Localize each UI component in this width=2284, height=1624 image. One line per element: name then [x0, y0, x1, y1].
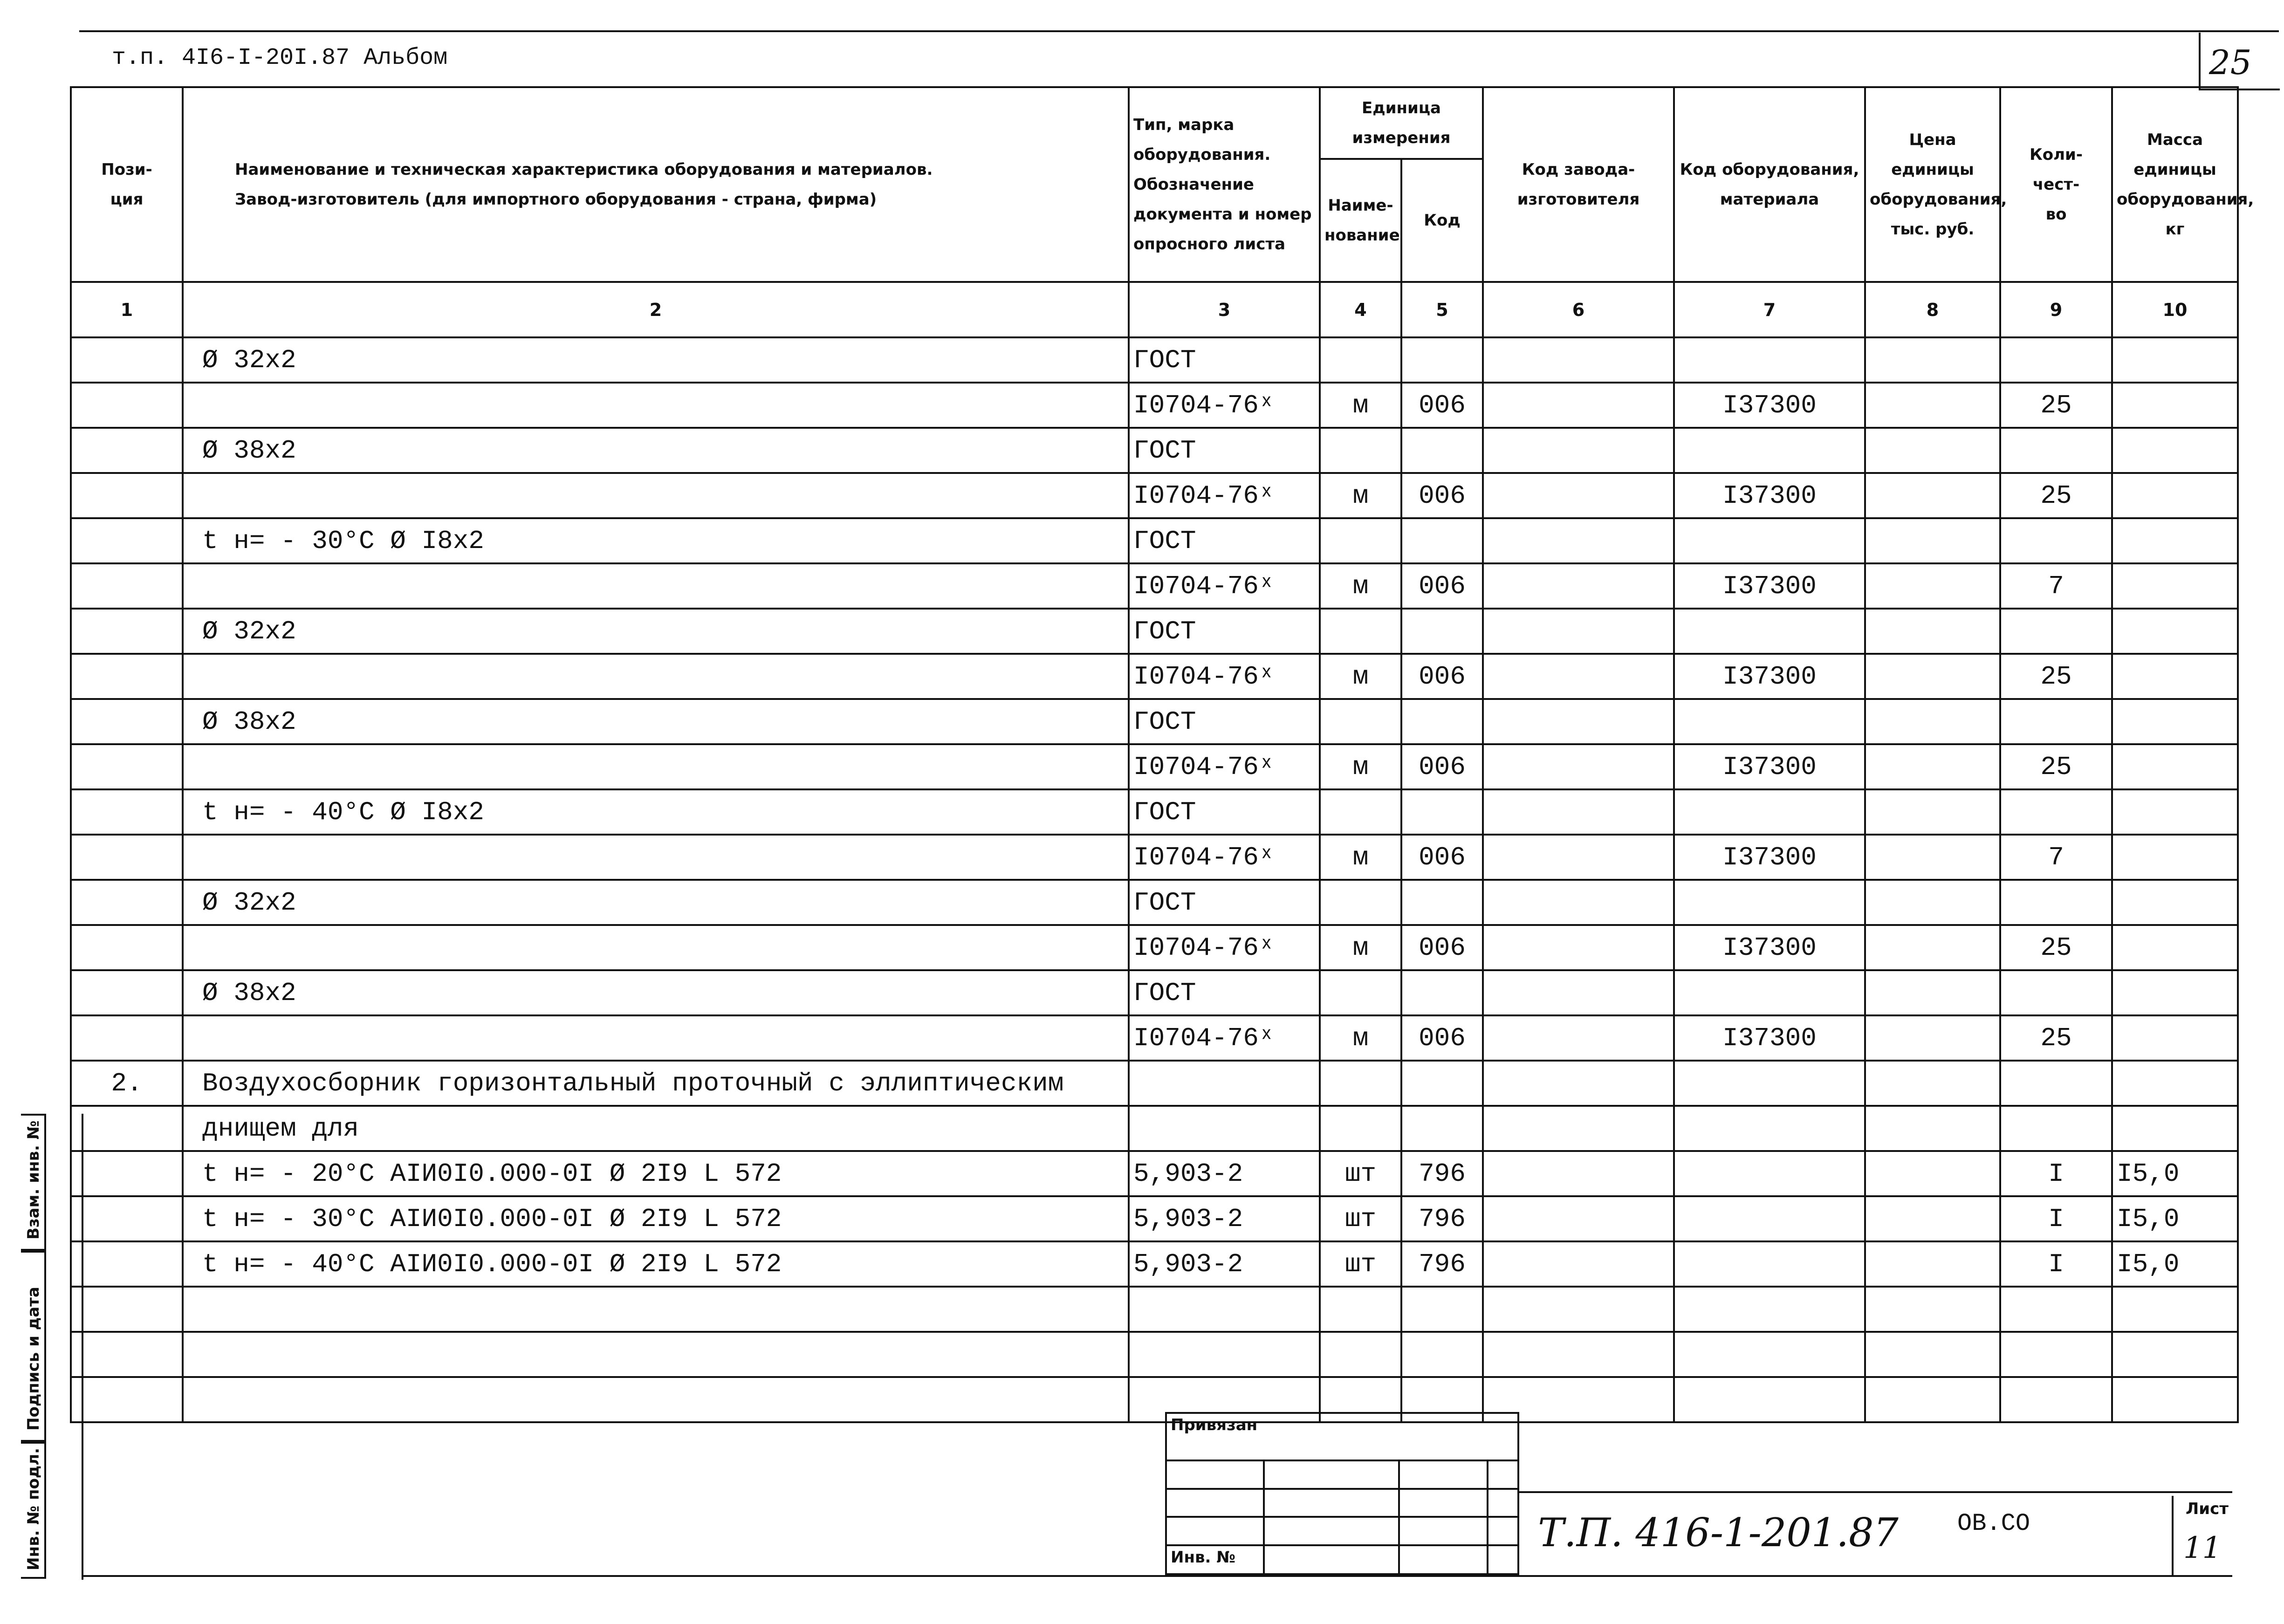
table-row	[71, 518, 2238, 563]
row-unit-code	[1401, 609, 1483, 654]
col-number: 9	[2000, 282, 2112, 337]
row-unit-code	[1401, 789, 1483, 835]
row-factory-code	[1483, 925, 1674, 970]
row-equipment-code	[1674, 609, 1865, 654]
document-code: ОВ.СО	[1957, 1510, 2030, 1537]
row-type: I0704-76ˣ	[1129, 563, 1320, 609]
row-mass	[2112, 383, 2238, 428]
row-quantity	[2000, 1332, 2112, 1377]
row-mass	[2112, 699, 2238, 744]
row-type: ГОСТ	[1129, 970, 1320, 1015]
row-unit-name	[1320, 789, 1401, 835]
row-quantity	[2000, 428, 2112, 473]
row-position	[71, 1241, 183, 1287]
col-header-name: Наименование и техническая характеристика оборудования и материалов. Завод-изготовитель (для импортного оборудования - страна, фирма)	[183, 87, 1129, 282]
document-reference: т.п. 4I6-I-20I.87 Альбом	[112, 45, 448, 71]
row-unit-code: 006	[1401, 654, 1483, 699]
row-quantity	[2000, 970, 2112, 1015]
row-price	[1865, 428, 2000, 473]
row-name: Ø 32х2	[183, 337, 1129, 383]
row-price	[1865, 563, 2000, 609]
row-position	[71, 473, 183, 518]
row-equipment-code	[1674, 428, 1865, 473]
table-row	[71, 970, 2238, 1015]
row-name	[183, 835, 1129, 880]
row-equipment-code: I37300	[1674, 654, 1865, 699]
binding-stamp	[1165, 1412, 1519, 1575]
row-unit-name	[1320, 518, 1401, 563]
stamp-inv-label: Инв. №	[1166, 1545, 1264, 1574]
row-name: t н= - 20°С АIИ0I0.000-0I Ø 2I9 L 572	[183, 1151, 1129, 1196]
row-unit-name: м	[1320, 563, 1401, 609]
row-factory-code	[1483, 789, 1674, 835]
row-equipment-code	[1674, 1151, 1865, 1196]
row-name	[183, 925, 1129, 970]
row-price	[1865, 699, 2000, 744]
row-quantity	[2000, 1106, 2112, 1151]
row-factory-code	[1483, 699, 1674, 744]
row-type: ГОСТ	[1129, 428, 1320, 473]
row-price	[1865, 925, 2000, 970]
row-price	[1865, 1196, 2000, 1241]
row-equipment-code: I37300	[1674, 925, 1865, 970]
row-mass	[2112, 563, 2238, 609]
row-name	[183, 473, 1129, 518]
row-position	[71, 1377, 183, 1422]
row-unit-name	[1320, 970, 1401, 1015]
row-unit-code: 796	[1401, 1151, 1483, 1196]
row-equipment-code	[1674, 1061, 1865, 1106]
row-unit-name: м	[1320, 1015, 1401, 1061]
row-type: ГОСТ	[1129, 518, 1320, 563]
row-unit-code: 006	[1401, 383, 1483, 428]
row-unit-name: м	[1320, 925, 1401, 970]
row-mass	[2112, 654, 2238, 699]
row-equipment-code	[1674, 337, 1865, 383]
row-quantity	[2000, 789, 2112, 835]
row-unit-code	[1401, 428, 1483, 473]
row-unit-code	[1401, 337, 1483, 383]
row-type: ГОСТ	[1129, 880, 1320, 925]
row-equipment-code	[1674, 1287, 1865, 1332]
row-position	[71, 1106, 183, 1151]
row-position	[71, 1287, 183, 1332]
table-row	[71, 428, 2238, 473]
row-name	[183, 1377, 1129, 1422]
row-quantity	[2000, 609, 2112, 654]
row-mass	[2112, 970, 2238, 1015]
row-position	[71, 428, 183, 473]
row-unit-code: 006	[1401, 744, 1483, 789]
row-mass	[2112, 518, 2238, 563]
col-number: 10	[2112, 282, 2238, 337]
row-type: 5,903-2	[1129, 1196, 1320, 1241]
row-name: Ø 38х2	[183, 428, 1129, 473]
row-equipment-code	[1674, 699, 1865, 744]
row-unit-name: м	[1320, 835, 1401, 880]
row-equipment-code	[1674, 1332, 1865, 1377]
row-equipment-code	[1674, 1196, 1865, 1241]
row-mass	[2112, 925, 2238, 970]
row-factory-code	[1483, 383, 1674, 428]
row-factory-code	[1483, 880, 1674, 925]
row-factory-code	[1483, 970, 1674, 1015]
row-unit-code: 006	[1401, 563, 1483, 609]
row-price	[1865, 1061, 2000, 1106]
row-name: t н= - 40°С АIИ0I0.000-0I Ø 2I9 L 572	[183, 1241, 1129, 1287]
col-number: 5	[1401, 282, 1483, 337]
row-mass: I5,0	[2112, 1241, 2238, 1287]
row-price	[1865, 970, 2000, 1015]
row-unit-name: м	[1320, 473, 1401, 518]
table-row	[71, 1061, 2238, 1106]
row-factory-code	[1483, 1287, 1674, 1332]
row-unit-name	[1320, 1061, 1401, 1106]
row-equipment-code: I37300	[1674, 563, 1865, 609]
table-row	[71, 925, 2238, 970]
row-type: I0704-76ˣ	[1129, 744, 1320, 789]
row-mass	[2112, 744, 2238, 789]
row-quantity: 25	[2000, 925, 2112, 970]
row-equipment-code	[1674, 1241, 1865, 1287]
table-row	[71, 473, 2238, 518]
row-factory-code	[1483, 428, 1674, 473]
row-name	[183, 744, 1129, 789]
row-unit-name	[1320, 1287, 1401, 1332]
stamp-bound-label: Привязан	[1166, 1413, 1518, 1460]
row-mass	[2112, 1377, 2238, 1422]
table-row	[71, 1151, 2238, 1196]
row-equipment-code: I37300	[1674, 744, 1865, 789]
page-number: 25	[2209, 43, 2252, 82]
row-equipment-code: I37300	[1674, 1015, 1865, 1061]
row-unit-name: м	[1320, 744, 1401, 789]
row-factory-code	[1483, 1241, 1674, 1287]
row-type	[1129, 1061, 1320, 1106]
table-row	[71, 880, 2238, 925]
row-quantity: I	[2000, 1151, 2112, 1196]
row-mass	[2112, 428, 2238, 473]
table-row	[71, 789, 2238, 835]
row-unit-code	[1401, 970, 1483, 1015]
row-price	[1865, 1106, 2000, 1151]
row-factory-code	[1483, 609, 1674, 654]
row-position	[71, 337, 183, 383]
row-factory-code	[1483, 1061, 1674, 1106]
row-position	[71, 1015, 183, 1061]
row-unit-code: 796	[1401, 1196, 1483, 1241]
col-header-unit-code: Код	[1401, 159, 1483, 282]
row-equipment-code: I37300	[1674, 473, 1865, 518]
row-price	[1865, 609, 2000, 654]
row-price	[1865, 1332, 2000, 1377]
row-name: Ø 32х2	[183, 609, 1129, 654]
row-mass	[2112, 473, 2238, 518]
row-mass	[2112, 789, 2238, 835]
col-header-factory-code: Код завода-изготовителя	[1483, 87, 1674, 282]
row-factory-code	[1483, 744, 1674, 789]
col-header-equipment-code: Код оборудования, материала	[1674, 87, 1865, 282]
row-mass	[2112, 1287, 2238, 1332]
row-factory-code	[1483, 654, 1674, 699]
row-type: I0704-76ˣ	[1129, 925, 1320, 970]
row-name: t н= - 40°С Ø I8х2	[183, 789, 1129, 835]
row-name	[183, 1287, 1129, 1332]
row-name	[183, 1332, 1129, 1377]
col-header-position: Пози- ция	[71, 87, 183, 282]
row-factory-code	[1483, 473, 1674, 518]
row-price	[1865, 1151, 2000, 1196]
row-unit-code	[1401, 880, 1483, 925]
row-type: I0704-76ˣ	[1129, 473, 1320, 518]
row-equipment-code	[1674, 1377, 1865, 1422]
row-factory-code	[1483, 1332, 1674, 1377]
table-row	[71, 383, 2238, 428]
row-unit-code	[1401, 1332, 1483, 1377]
col-header-mass: Масса единицы оборудования, кг	[2112, 87, 2238, 282]
row-mass	[2112, 1332, 2238, 1377]
col-header-unit-name: Наиме- нование	[1320, 159, 1401, 282]
row-factory-code	[1483, 835, 1674, 880]
col-header-price: Цена единицы оборудования, тыс. руб.	[1865, 87, 2000, 282]
specification-table	[70, 86, 2254, 1423]
row-factory-code	[1483, 1196, 1674, 1241]
row-price	[1865, 473, 2000, 518]
row-unit-code	[1401, 699, 1483, 744]
row-mass	[2112, 1061, 2238, 1106]
row-unit-code: 006	[1401, 835, 1483, 880]
row-name: днищем для	[183, 1106, 1129, 1151]
column-number-row	[71, 282, 2238, 337]
row-name	[183, 563, 1129, 609]
row-quantity	[2000, 1377, 2112, 1422]
row-price	[1865, 654, 2000, 699]
col-number: 7	[1674, 282, 1865, 337]
row-type	[1129, 1287, 1320, 1332]
row-unit-name: м	[1320, 383, 1401, 428]
row-position	[71, 835, 183, 880]
row-quantity: 25	[2000, 473, 2112, 518]
row-unit-code	[1401, 1106, 1483, 1151]
row-equipment-code	[1674, 970, 1865, 1015]
row-factory-code	[1483, 518, 1674, 563]
row-quantity	[2000, 699, 2112, 744]
row-position	[71, 925, 183, 970]
row-quantity: 25	[2000, 654, 2112, 699]
side-label-sign-date: Подпись и дата	[24, 1287, 43, 1431]
row-type: ГОСТ	[1129, 337, 1320, 383]
row-name	[183, 1015, 1129, 1061]
row-unit-name: м	[1320, 654, 1401, 699]
row-position	[71, 1151, 183, 1196]
row-factory-code	[1483, 563, 1674, 609]
row-type	[1129, 1332, 1320, 1377]
table-row	[71, 835, 2238, 880]
row-type: ГОСТ	[1129, 609, 1320, 654]
row-unit-code: 006	[1401, 1015, 1483, 1061]
top-border-line	[79, 30, 2279, 32]
row-equipment-code	[1674, 789, 1865, 835]
row-name: Воздухосборник горизонтальный проточный с эллиптическим	[183, 1061, 1129, 1106]
table-row	[71, 1377, 2238, 1422]
row-quantity: I	[2000, 1196, 2112, 1241]
row-unit-name: шт	[1320, 1196, 1401, 1241]
table-row	[71, 744, 2238, 789]
row-quantity	[2000, 880, 2112, 925]
table-row	[71, 609, 2238, 654]
table-row	[71, 1332, 2238, 1377]
row-name: t н= - 30°С АIИ0I0.000-0I Ø 2I9 L 572	[183, 1196, 1129, 1241]
table-body	[71, 337, 2238, 1422]
row-unit-name	[1320, 1332, 1401, 1377]
col-number: 2	[183, 282, 1129, 337]
sheet-label: Лист	[2186, 1500, 2229, 1518]
row-quantity	[2000, 1287, 2112, 1332]
row-name: t н= - 30°С Ø I8х2	[183, 518, 1129, 563]
table-row	[71, 1241, 2238, 1287]
row-unit-name	[1320, 880, 1401, 925]
row-unit-code	[1401, 1061, 1483, 1106]
row-price	[1865, 1377, 2000, 1422]
row-quantity: 25	[2000, 1015, 2112, 1061]
row-name: Ø 38х2	[183, 970, 1129, 1015]
row-quantity: 7	[2000, 835, 2112, 880]
row-price	[1865, 880, 2000, 925]
col-header-type: Тип, марка оборудования. Обозначение документа и номер опросного листа	[1129, 87, 1320, 282]
row-type: I0704-76ˣ	[1129, 835, 1320, 880]
row-mass	[2112, 609, 2238, 654]
row-price	[1865, 835, 2000, 880]
row-factory-code	[1483, 337, 1674, 383]
row-position	[71, 1196, 183, 1241]
row-equipment-code: I37300	[1674, 835, 1865, 880]
row-equipment-code	[1674, 880, 1865, 925]
row-quantity: 7	[2000, 563, 2112, 609]
row-mass	[2112, 1015, 2238, 1061]
row-equipment-code: I37300	[1674, 383, 1865, 428]
row-unit-name: шт	[1320, 1241, 1401, 1287]
row-type: ГОСТ	[1129, 789, 1320, 835]
row-position	[71, 699, 183, 744]
col-header-unit-group: Единица измерения	[1320, 87, 1483, 159]
row-mass: I5,0	[2112, 1151, 2238, 1196]
row-unit-code: 006	[1401, 925, 1483, 970]
row-mass	[2112, 835, 2238, 880]
row-type: I0704-76ˣ	[1129, 654, 1320, 699]
row-price	[1865, 383, 2000, 428]
table-row	[71, 699, 2238, 744]
row-position	[71, 518, 183, 563]
row-mass	[2112, 1106, 2238, 1151]
table-row	[71, 337, 2238, 383]
row-type: I0704-76ˣ	[1129, 1015, 1320, 1061]
row-mass	[2112, 337, 2238, 383]
row-unit-name	[1320, 1106, 1401, 1151]
row-type: 5,903-2	[1129, 1241, 1320, 1287]
row-position: 2.	[71, 1061, 183, 1106]
row-name	[183, 654, 1129, 699]
row-position	[71, 609, 183, 654]
row-quantity: I	[2000, 1241, 2112, 1287]
col-number: 4	[1320, 282, 1401, 337]
side-label-inv-replace: Взам. инв. №	[24, 1120, 43, 1240]
row-unit-code	[1401, 1287, 1483, 1332]
row-position	[71, 654, 183, 699]
row-position	[71, 744, 183, 789]
table-row	[71, 1015, 2238, 1061]
row-quantity	[2000, 337, 2112, 383]
sheet-number: 11	[2183, 1531, 2222, 1565]
row-quantity: 25	[2000, 744, 2112, 789]
row-factory-code	[1483, 1106, 1674, 1151]
row-price	[1865, 1241, 2000, 1287]
row-unit-name: шт	[1320, 1151, 1401, 1196]
row-position	[71, 880, 183, 925]
col-number: 3	[1129, 282, 1320, 337]
row-type: I0704-76ˣ	[1129, 383, 1320, 428]
row-mass	[2112, 880, 2238, 925]
col-number: 1	[71, 282, 183, 337]
row-position	[71, 383, 183, 428]
row-position	[71, 1332, 183, 1377]
row-quantity	[2000, 518, 2112, 563]
row-quantity	[2000, 1061, 2112, 1106]
row-unit-name	[1320, 428, 1401, 473]
row-price	[1865, 789, 2000, 835]
table-row	[71, 1196, 2238, 1241]
row-price	[1865, 518, 2000, 563]
row-unit-code: 796	[1401, 1241, 1483, 1287]
row-price	[1865, 337, 2000, 383]
row-type: ГОСТ	[1129, 699, 1320, 744]
row-factory-code	[1483, 1151, 1674, 1196]
side-label-inv-orig: Инв. № подл.	[24, 1447, 43, 1570]
row-position	[71, 789, 183, 835]
row-name: Ø 32х2	[183, 880, 1129, 925]
table-row	[71, 1106, 2238, 1151]
row-name: Ø 38х2	[183, 699, 1129, 744]
row-price	[1865, 1287, 2000, 1332]
row-position	[71, 563, 183, 609]
row-unit-code	[1401, 518, 1483, 563]
col-number: 8	[1865, 282, 2000, 337]
row-price	[1865, 744, 2000, 789]
row-unit-name	[1320, 337, 1401, 383]
col-header-quantity: Коли- чест- во	[2000, 87, 2112, 282]
table-row	[71, 563, 2238, 609]
row-unit-name	[1320, 609, 1401, 654]
row-price	[1865, 1015, 2000, 1061]
row-position	[71, 970, 183, 1015]
row-factory-code	[1483, 1015, 1674, 1061]
table-row	[71, 654, 2238, 699]
document-number: Т.П. 416-1-201.87	[1538, 1510, 1899, 1555]
row-type: 5,903-2	[1129, 1151, 1320, 1196]
row-unit-name	[1320, 699, 1401, 744]
table-row	[71, 1287, 2238, 1332]
row-type	[1129, 1106, 1320, 1151]
row-equipment-code	[1674, 518, 1865, 563]
row-unit-code: 006	[1401, 473, 1483, 518]
row-quantity: 25	[2000, 383, 2112, 428]
row-name	[183, 383, 1129, 428]
row-mass: I5,0	[2112, 1196, 2238, 1241]
col-number: 6	[1483, 282, 1674, 337]
row-equipment-code	[1674, 1106, 1865, 1151]
